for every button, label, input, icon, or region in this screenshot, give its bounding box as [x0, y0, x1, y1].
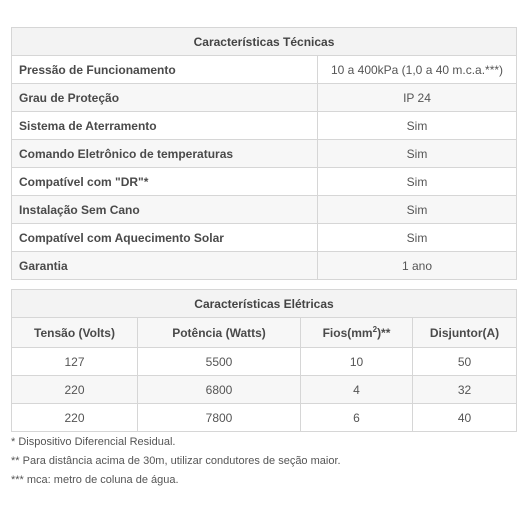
table-row [12, 140, 517, 168]
wires-cell: 10 [301, 348, 413, 376]
table-row [12, 252, 517, 280]
spec-value: 1 ano [318, 252, 517, 280]
spec-label: Grau de Proteção [12, 84, 318, 112]
table-row [12, 112, 517, 140]
spec-value: 10 a 400kPa (1,0 a 40 m.c.a.***) [318, 56, 517, 84]
technical-specs-table [11, 27, 517, 280]
footnote: ** Para distância acima de 30m, utilizar condutores de seção maior. [11, 455, 341, 467]
power-cell: 5500 [138, 348, 301, 376]
spec-value: Sim [318, 112, 517, 140]
spec-value: Sim [318, 224, 517, 252]
spec-value: Sim [318, 168, 517, 196]
wires-cell: 4 [301, 376, 413, 404]
wires-column-header [301, 318, 413, 348]
power-cell: 6800 [138, 376, 301, 404]
table-row [12, 84, 517, 112]
spec-label: Comando Eletrônico de temperaturas [12, 140, 318, 168]
technical-specs-title: Características Técnicas [12, 28, 517, 56]
spec-label: Sistema de Aterramento [12, 112, 318, 140]
voltage-cell: 220 [12, 404, 138, 432]
breaker-column-header: Disjuntor(A) [413, 318, 517, 348]
spec-label: Garantia [12, 252, 318, 280]
power-column-header: Potência (Watts) [138, 318, 301, 348]
table-row [12, 404, 517, 432]
spec-label: Pressão de Funcionamento [12, 56, 318, 84]
footnote: *** mca: metro de coluna de água. [11, 474, 179, 486]
spec-value: IP 24 [318, 84, 517, 112]
wires-header-prefix: Fios(mm [322, 325, 373, 340]
table-row [12, 196, 517, 224]
footnotes [11, 433, 341, 490]
table-row [12, 348, 517, 376]
spec-label: Compatível com Aquecimento Solar [12, 224, 318, 252]
wires-header-suffix: )** [377, 325, 391, 340]
table-row [12, 376, 517, 404]
spec-label: Instalação Sem Cano [12, 196, 318, 224]
voltage-cell: 127 [12, 348, 138, 376]
electrical-specs-title: Características Elétricas [12, 290, 517, 318]
column-header-row [12, 318, 517, 348]
voltage-column-header: Tensão (Volts) [12, 318, 138, 348]
breaker-cell: 40 [413, 404, 517, 432]
breaker-cell: 50 [413, 348, 517, 376]
footnote: * Dispositivo Diferencial Residual. [11, 436, 176, 448]
wires-cell: 6 [301, 404, 413, 432]
spec-value: Sim [318, 196, 517, 224]
wires-header-superscript: 2 [372, 324, 378, 334]
table-row [12, 168, 517, 196]
table-row [12, 56, 517, 84]
breaker-cell: 32 [413, 376, 517, 404]
voltage-cell: 220 [12, 376, 138, 404]
spec-value: Sim [318, 140, 517, 168]
electrical-specs-table [11, 289, 517, 432]
table-row [12, 224, 517, 252]
power-cell: 7800 [138, 404, 301, 432]
spec-label: Compatível com "DR"* [12, 168, 318, 196]
